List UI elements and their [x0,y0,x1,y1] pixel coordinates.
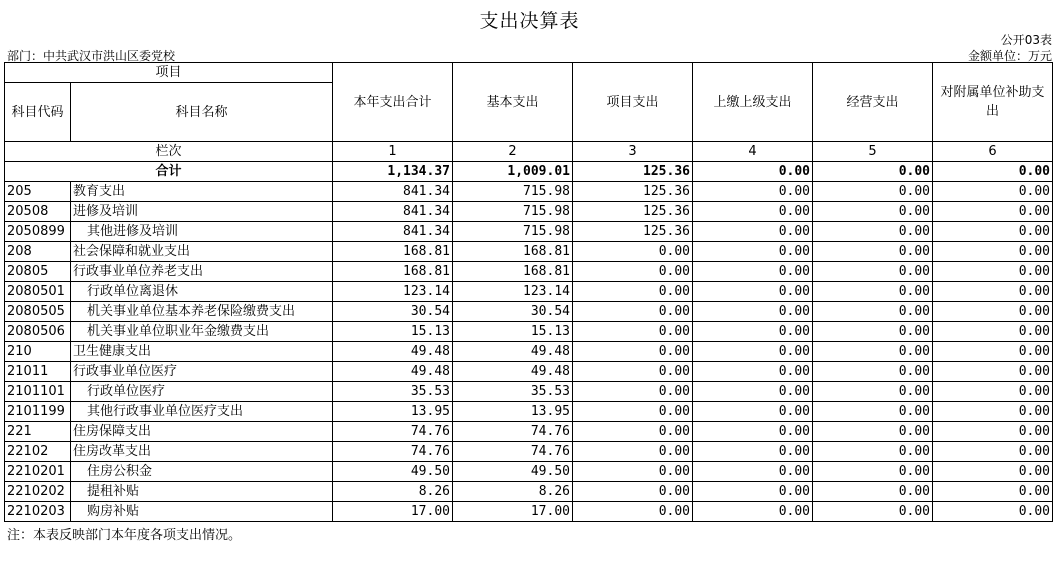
subject-name: 教育支出 [71,182,333,202]
total-value: 0.00 [693,162,813,182]
total-value: 1,009.01 [453,162,573,182]
amount-cell: 0.00 [813,502,933,522]
amount-cell: 0.00 [813,282,933,302]
amount-cell: 0.00 [813,202,933,222]
amount-cell: 0.00 [813,182,933,202]
amount-cell: 30.54 [333,302,453,322]
amount-cell: 35.53 [453,382,573,402]
subject-code: 208 [5,242,71,262]
amount-cell: 30.54 [453,302,573,322]
amount-cell: 0.00 [933,222,1053,242]
total-value: 125.36 [573,162,693,182]
subject-name: 进修及培训 [71,202,333,222]
subject-code: 2080501 [5,282,71,302]
expenditure-table [4,62,1053,522]
table-row [5,382,1053,402]
amount-cell: 0.00 [693,382,813,402]
amount-cell: 168.81 [333,242,453,262]
amount-cell: 0.00 [813,222,933,242]
amount-cell: 841.34 [333,202,453,222]
amount-cell: 0.00 [693,342,813,362]
total-value: 0.00 [933,162,1053,182]
amount-cell: 15.13 [453,322,573,342]
amount-cell: 74.76 [453,422,573,442]
header-col-5: 经营支出 [813,63,933,142]
amount-cell: 49.48 [453,362,573,382]
subject-name: 提租补贴 [71,482,333,502]
amount-cell: 0.00 [693,362,813,382]
amount-cell: 0.00 [573,322,693,342]
amount-cell: 49.48 [453,342,573,362]
table-row [5,202,1053,222]
amount-cell: 0.00 [933,482,1053,502]
amount-cell: 17.00 [333,502,453,522]
amount-cell: 49.48 [333,342,453,362]
amount-cell: 0.00 [813,302,933,322]
amount-cell: 0.00 [573,442,693,462]
amount-cell: 35.53 [333,382,453,402]
subject-name: 其他进修及培训 [71,222,333,242]
subject-code: 21011 [5,362,71,382]
amount-cell: 123.14 [333,282,453,302]
subject-name: 其他行政事业单位医疗支出 [71,402,333,422]
table-row [5,502,1053,522]
department-label: 部门：中共武汉市洪山区委党校 [7,49,176,63]
header-col-6: 对附属单位补助支出 [933,63,1053,142]
amount-cell: 17.00 [453,502,573,522]
header-item: 项目 [5,63,333,83]
amount-cell: 0.00 [933,502,1053,522]
amount-cell: 0.00 [573,262,693,282]
subject-code: 2210201 [5,462,71,482]
index-num: 2 [453,142,573,162]
amount-cell: 0.00 [573,342,693,362]
subject-code: 2210202 [5,482,71,502]
amount-cell: 0.00 [933,382,1053,402]
table-row [5,302,1053,322]
amount-cell: 0.00 [933,462,1053,482]
amount-cell: 0.00 [933,262,1053,282]
amount-cell: 0.00 [573,362,693,382]
page-title: 支出决算表 [479,10,580,32]
amount-cell: 8.26 [333,482,453,502]
amount-cell: 0.00 [693,302,813,322]
amount-cell: 168.81 [453,262,573,282]
amount-cell: 0.00 [693,202,813,222]
table-row [5,442,1053,462]
header-col-2: 基本支出 [453,63,573,142]
index-num: 4 [693,142,813,162]
table-row [5,402,1053,422]
amount-cell: 0.00 [693,462,813,482]
amount-cell: 0.00 [693,422,813,442]
amount-cell: 15.13 [333,322,453,342]
subject-name: 住房改革支出 [71,442,333,462]
amount-cell: 0.00 [933,202,1053,222]
amount-cell: 0.00 [573,382,693,402]
subject-name: 住房保障支出 [71,422,333,442]
table-row [5,242,1053,262]
subject-code: 205 [5,182,71,202]
amount-cell: 715.98 [453,202,573,222]
amount-cell: 0.00 [933,442,1053,462]
amount-cell: 0.00 [933,182,1053,202]
amount-cell: 125.36 [573,202,693,222]
amount-cell: 0.00 [813,482,933,502]
header-col-3: 项目支出 [573,63,693,142]
amount-cell: 0.00 [813,342,933,362]
amount-cell: 125.36 [573,222,693,242]
table-row [5,222,1053,242]
subject-code: 2080506 [5,322,71,342]
amount-cell: 0.00 [933,322,1053,342]
amount-cell: 0.00 [813,362,933,382]
subject-code: 221 [5,422,71,442]
total-value: 1,134.37 [333,162,453,182]
amount-cell: 841.34 [333,222,453,242]
amount-cell: 74.76 [333,422,453,442]
amount-cell: 0.00 [573,282,693,302]
subject-code: 20508 [5,202,71,222]
subject-name: 行政事业单位医疗 [71,362,333,382]
table-row [5,422,1053,442]
amount-cell: 49.50 [333,462,453,482]
amount-cell: 0.00 [813,242,933,262]
amount-cell: 8.26 [453,482,573,502]
amount-cell: 123.14 [453,282,573,302]
amount-cell: 0.00 [573,462,693,482]
amount-cell: 0.00 [693,262,813,282]
amount-cell: 0.00 [573,302,693,322]
amount-cell: 715.98 [453,222,573,242]
total-value: 0.00 [813,162,933,182]
amount-cell: 0.00 [933,422,1053,442]
amount-cell: 715.98 [453,182,573,202]
index-num: 1 [333,142,453,162]
amount-cell: 0.00 [693,242,813,262]
amount-cell: 0.00 [693,282,813,302]
subject-code: 2080505 [5,302,71,322]
table-row [5,482,1053,502]
amount-cell: 0.00 [573,422,693,442]
amount-cell: 74.76 [453,442,573,462]
amount-cell: 0.00 [933,282,1053,302]
amount-cell: 0.00 [693,482,813,502]
subject-name: 社会保障和就业支出 [71,242,333,262]
amount-cell: 125.36 [573,182,693,202]
amount-cell: 0.00 [813,462,933,482]
amount-cell: 0.00 [573,482,693,502]
subject-code: 2101199 [5,402,71,422]
table-row [5,282,1053,302]
amount-cell: 0.00 [813,442,933,462]
footnote: 注：本表反映部门本年度各项支出情况。 [7,528,242,543]
amount-cell: 0.00 [573,502,693,522]
index-row-label: 栏次 [5,142,333,162]
amount-cell: 0.00 [813,402,933,422]
table-row [5,322,1053,342]
subject-code: 22102 [5,442,71,462]
amount-cell: 49.50 [453,462,573,482]
index-num: 6 [933,142,1053,162]
subject-name: 卫生健康支出 [71,342,333,362]
amount-cell: 0.00 [813,322,933,342]
table-row [5,362,1053,382]
amount-cell: 0.00 [933,402,1053,422]
subject-name: 住房公积金 [71,462,333,482]
amount-cell: 0.00 [573,402,693,422]
table-row [5,342,1053,362]
header-col-1: 本年支出合计 [333,63,453,142]
amount-cell: 0.00 [933,242,1053,262]
amount-cell: 0.00 [693,402,813,422]
amount-cell: 0.00 [933,362,1053,382]
amount-cell: 0.00 [573,242,693,262]
amount-cell: 0.00 [933,302,1053,322]
table-row [5,182,1053,202]
index-num: 5 [813,142,933,162]
amount-cell: 0.00 [813,382,933,402]
amount-cell: 168.81 [333,262,453,282]
amount-cell: 841.34 [333,182,453,202]
amount-cell: 0.00 [813,262,933,282]
amount-cell: 0.00 [933,342,1053,362]
subject-code: 210 [5,342,71,362]
amount-cell: 0.00 [693,502,813,522]
amount-cell: 0.00 [693,222,813,242]
amount-cell: 74.76 [333,442,453,462]
header-col-4: 上缴上级支出 [693,63,813,142]
amount-cell: 49.48 [333,362,453,382]
subject-name: 行政单位离退休 [71,282,333,302]
subject-name: 机关事业单位职业年金缴费支出 [71,322,333,342]
amount-cell: 13.95 [453,402,573,422]
table-row [5,262,1053,282]
amount-cell: 13.95 [333,402,453,422]
amount-cell: 168.81 [453,242,573,262]
amount-cell: 0.00 [693,322,813,342]
header-name: 科目名称 [71,83,333,142]
subject-code: 20805 [5,262,71,282]
index-num: 3 [573,142,693,162]
amount-cell: 0.00 [693,182,813,202]
subject-name: 行政事业单位养老支出 [71,262,333,282]
table-row [5,462,1053,482]
unit-label: 金额单位：万元 [967,49,1052,63]
form-code: 公开03表 [1000,33,1052,47]
subject-name: 购房补贴 [71,502,333,522]
header-code: 科目代码 [5,83,71,142]
subject-code: 2210203 [5,502,71,522]
amount-cell: 0.00 [813,422,933,442]
total-row-label: 合计 [5,162,333,182]
amount-cell: 0.00 [693,442,813,462]
subject-name: 机关事业单位基本养老保险缴费支出 [71,302,333,322]
subject-name: 行政单位医疗 [71,382,333,402]
subject-code: 2101101 [5,382,71,402]
subject-code: 2050899 [5,222,71,242]
